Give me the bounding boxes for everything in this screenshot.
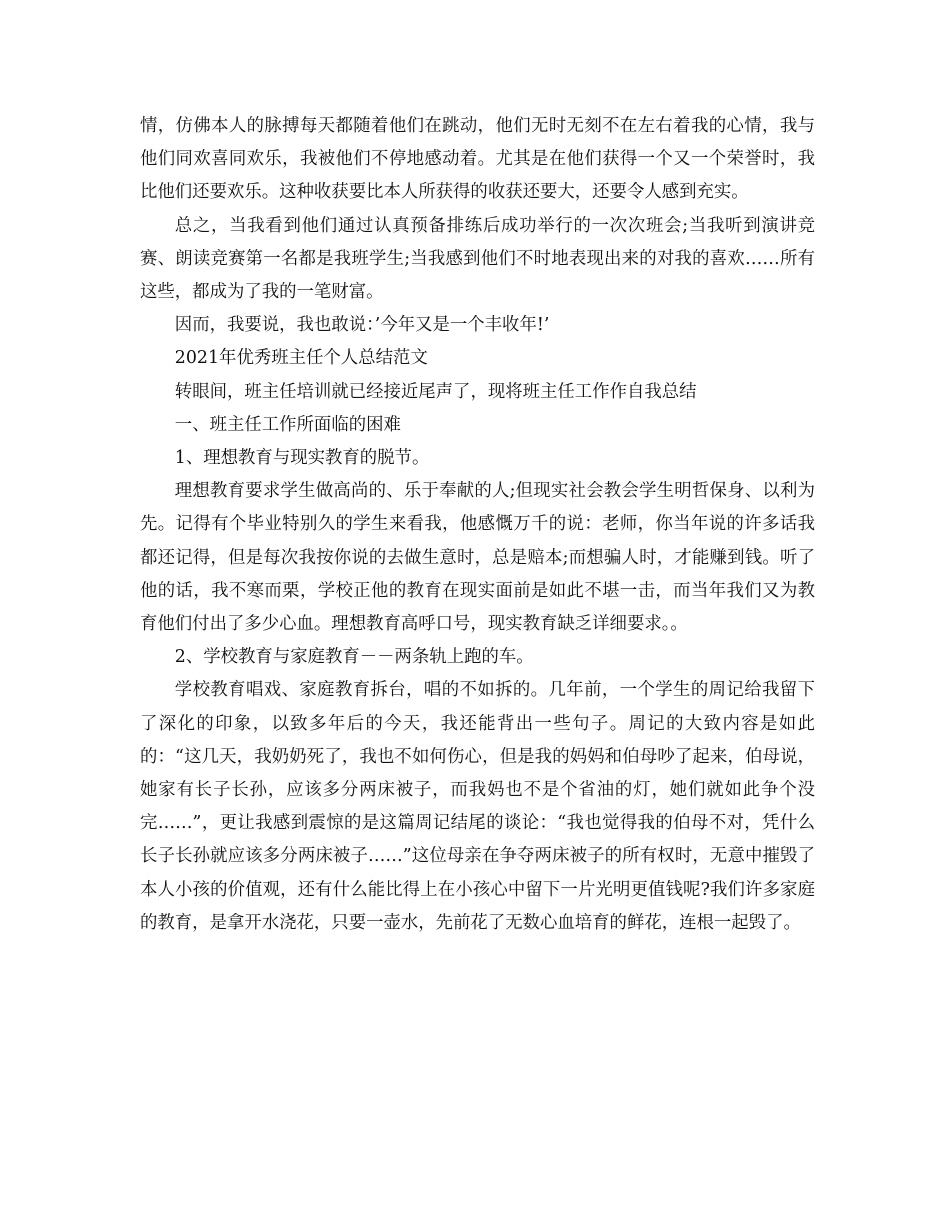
paragraph-intro: 转眼间，班主任培训就已经接近尾声了，现将班主任工作作自我总结 (174, 381, 697, 402)
subheading-ideal-reality: 1、理想教育与现实教育的脱节。 (174, 448, 430, 469)
paragraph-ideal-education: 理想教育要求学生做高尚的、乐于奉献的人;但现实社会教会学生明哲保身、以利为先。记得有个毕业特别久的学生来看我，他感慨万千的说：老师，你当年说的许多话我都还记得，但是每次我按你说的去做生意时，总是赔本;而想骗人时，才能赚到钱。听了他的话，我不寒而栗，学校正他的教育在现实面前是如此不堪一击，而当年我们又为教育他们付出了多少心血。理想教育高呼口号，现实教育缺乏详细要求。。 (140, 481, 815, 635)
paragraph-harvest-year: 因而，我要说，我也敢说：’今年又是一个丰收年!’ (174, 315, 550, 336)
heading-difficulties: 一、班主任工作所面临的困难 (174, 414, 401, 435)
paragraph-summary: 总之，当我看到他们通过认真预备排练后成功举行的一次次班会;当我听到演讲竞赛、朗读竞赛第一名都是我班学生;当我感到他们不时地表现出来的对我的喜欢……所有这些，都成为了我的一笔财富。 (140, 215, 815, 303)
subheading-school-family: 2、学校教育与家庭教育－－两条轨上跑的车。 (174, 647, 534, 668)
document-body (140, 110, 815, 940)
paragraph-family-education: 学校教育唱戏、家庭教育拆台，唱的不如拆的。几年前，一个学生的周记给我留下了深化的印象，以致多年后的今天，我还能背出一些句子。周记的大致内容是如此的：“这几天，我奶奶死了，我也不如何伤心，但是我的妈妈和伯母吵了起来，伯母说，她家有长子长孙，应该多分两床被子，而我妈也不是个省油的灯，她们就如此争个没完……”，更让我感到震惊的是这篇周记结尾的谈论：“我也觉得我的伯母不对，凭什么长子长孙就应该多分两床被子……”这位母亲在争夺两床被子的所有权时，无意中摧毁了本人小孩的价值观，还有什么能比得上在小孩心中留下一片光明更值钱呢?我们许多家庭的教育，是拿开水浇花，只要一壶水，先前花了无数心血培育的鲜花，连根一起毁了。 (140, 680, 815, 933)
section-title: 2021年优秀班主任个人总结范文 (174, 348, 428, 369)
paragraph-continuation: 情，仿佛本人的脉搏每天都随着他们在跳动，他们无时无刻不在左右着我的心情，我与他们同欢喜同欢乐，我被他们不停地感动着。尤其是在他们获得一个又一个荣誉时，我比他们还要欢乐。这种收获要比本人所获得的收获还要大，还要令人感到充实。 (140, 116, 815, 203)
